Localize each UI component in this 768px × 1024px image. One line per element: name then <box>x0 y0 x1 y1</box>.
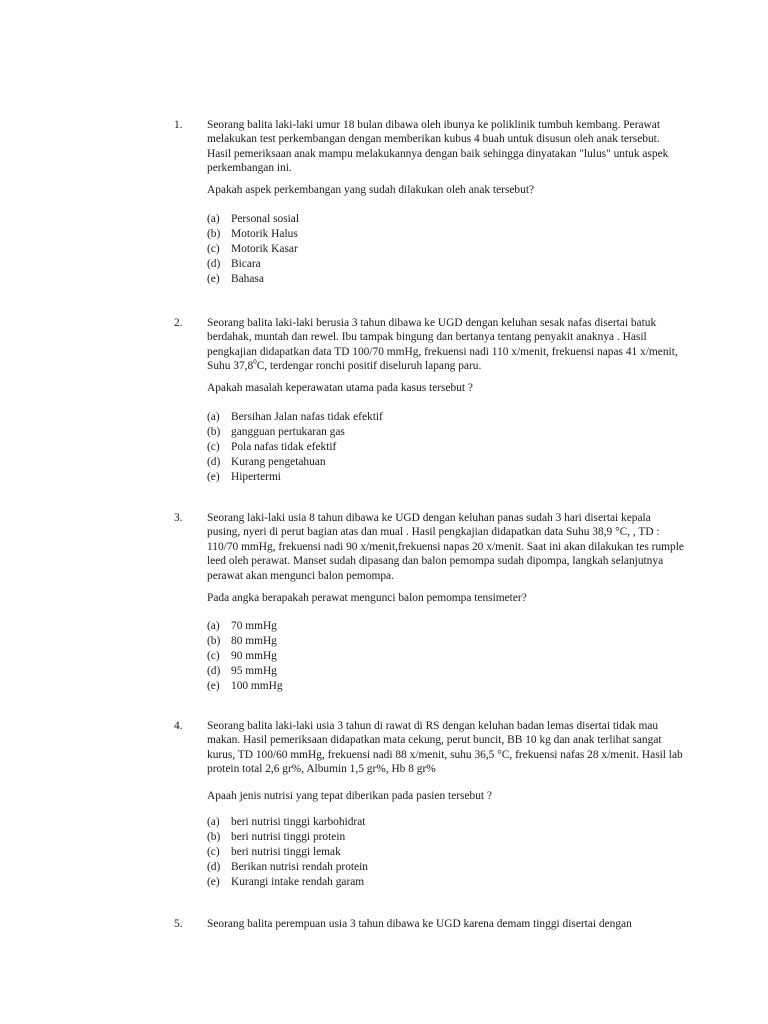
option-a[interactable] <box>207 410 383 425</box>
option-e[interactable] <box>207 679 283 694</box>
question-number: 2. <box>174 317 183 329</box>
option-label: (c) <box>207 242 220 255</box>
option-a[interactable] <box>207 212 299 227</box>
option-text: Kurang pengetahuan <box>231 455 326 468</box>
option-b[interactable] <box>207 634 283 649</box>
stem-text: Seorang balita laki-laki berusia 3 tahun dibawa ke UGD dengan keluhan sesak nafas disertai batuk berdahak, muntah dan rewel. Ibu tampak bingung dan bertanya tentang penyakit anaknya . Hasil pengkajian didapatkan data TD 100/70 mmHg, frekuensi nadi 110 x/menit, frekuensi napas 41 x/menit, Suhu 37,8 <box>207 317 678 373</box>
option-label: (e) <box>207 470 220 483</box>
option-text: Motorik Halus <box>231 227 298 240</box>
option-label: (c) <box>207 845 220 858</box>
option-c[interactable] <box>207 649 283 664</box>
option-text: 90 mmHg <box>231 649 277 662</box>
question-number: 4. <box>174 720 183 732</box>
option-label: (c) <box>207 440 220 453</box>
option-b[interactable] <box>207 227 299 242</box>
option-text: Kurangi intake rendah garam <box>231 875 365 888</box>
superscript-degree: 0 <box>253 358 257 367</box>
option-label: (a) <box>207 213 220 225</box>
option-e[interactable] <box>207 272 299 287</box>
question-stem: Seorang laki-laki usia 8 tahun dibawa ke UGD dengan keluhan panas sudah 3 hari disertai kepala pusing, nyeri di perut bagian atas dan mual . Hasil pengkajian didapatkan data Suhu 38,9 °C, , TD : 110/70 mmHg, frekuensi nadi 90 x/menit,frekuensi napas 20 x/menit. Saat ini akan dilakukan tes rumple leed oleh perawat. Manset sudah dipasang dan balon pemompa sudah dipompa, langkah selanjutnya perawat akan mengunci balon pemompa. <box>207 512 684 582</box>
option-b[interactable] <box>207 425 383 440</box>
option-label: (d) <box>207 257 221 270</box>
option-label: (b) <box>207 634 221 647</box>
option-text: gangguan pertukaran gas <box>231 425 345 438</box>
answer-options <box>207 212 299 286</box>
option-label: (b) <box>207 425 221 438</box>
option-text: Hipertermi <box>231 470 281 483</box>
option-e[interactable] <box>207 875 368 890</box>
answer-options <box>207 815 368 889</box>
question-prompt: Apakah aspek perkembangan yang sudah dilakukan oleh anak tersebut? <box>207 184 535 196</box>
stem-text-cont: C, terdengar ronchi positif diseluruh lapang paru. <box>256 360 482 373</box>
option-b[interactable] <box>207 830 368 845</box>
question-stem: Seorang balita perempuan usia 3 tahun dibawa ke UGD karena demam tinggi disertai dengan <box>207 918 632 930</box>
option-text: beri nutrisi tinggi protein <box>231 830 346 843</box>
option-text: Berikan nutrisi rendah protein <box>231 860 368 873</box>
option-label: (b) <box>207 830 221 843</box>
option-text: 95 mmHg <box>231 664 277 677</box>
answer-options <box>207 410 383 484</box>
option-d[interactable] <box>207 664 283 679</box>
option-c[interactable] <box>207 440 383 455</box>
option-text: Bahasa <box>231 272 264 285</box>
question-prompt: Apakah masalah keperawatan utama pada kasus tersebut ? <box>207 382 473 394</box>
option-d[interactable] <box>207 860 368 875</box>
option-text: 100 mmHg <box>231 679 283 692</box>
question-stem: Seorang balita laki-laki umur 18 bulan dibawa oleh ibunya ke poliklinik tumbuh kembang. Perawat melakukan test perkembangan dengan memberikan kubus 4 buah untuk disusun oleh anak tersebut. Hasil pemeriksaan anak mampu melakukannya dengan baik sehingga dinyatakan "lulus" untuk aspek perkembangan ini. <box>207 119 669 175</box>
option-label: (e) <box>207 679 220 692</box>
option-label: (e) <box>207 875 220 888</box>
option-label: (c) <box>207 649 220 662</box>
option-label: (e) <box>207 272 220 285</box>
option-c[interactable] <box>207 845 368 860</box>
option-e[interactable] <box>207 470 383 485</box>
option-c[interactable] <box>207 242 299 257</box>
option-text: Bicara <box>231 257 261 270</box>
option-text: 70 mmHg <box>231 620 277 632</box>
option-d[interactable] <box>207 455 383 470</box>
option-text: Bersihan Jalan nafas tidak efektif <box>231 411 383 423</box>
option-label: (d) <box>207 455 221 468</box>
option-text: beri nutrisi tinggi lemak <box>231 845 341 858</box>
option-d[interactable] <box>207 257 299 272</box>
question-number: 5. <box>174 918 183 930</box>
question-number: 3. <box>174 512 183 524</box>
question-number: 1. <box>174 119 183 131</box>
question-prompt: Pada angka berapakah perawat mengunci balon pemompa tensimeter? <box>207 592 527 604</box>
question-stem <box>207 316 685 374</box>
option-text: Personal sosial <box>231 213 300 225</box>
option-label: (a) <box>207 411 220 423</box>
option-text: 80 mmHg <box>231 634 277 647</box>
option-label: (d) <box>207 860 221 873</box>
option-text: beri nutrisi tinggi karbohidrat <box>231 816 366 828</box>
option-text: Pola nafas tidak efektif <box>231 440 337 453</box>
answer-options <box>207 619 283 693</box>
option-label: (a) <box>207 620 220 632</box>
option-label: (d) <box>207 664 221 677</box>
option-label: (a) <box>207 816 220 828</box>
option-text: Motorik Kasar <box>231 242 298 255</box>
option-label: (b) <box>207 227 221 240</box>
option-a[interactable] <box>207 815 368 830</box>
option-a[interactable] <box>207 619 283 634</box>
question-stem: Seorang balita laki-laki usia 3 tahun di rawat di RS dengan keluhan badan lemas disertai tidak mau makan. Hasil pemeriksaan didapatkan mata cekung, perut buncit, BB 10 kg dan anak terlihat sangat kurus, TD 100/60 mmHg, frekuensi nadi 88 x/menit, suhu 36,5 °C, frekuensi nafas 28 x/menit. Hasil lab protein total 2,6 gr%, Albumin 1,5 gr%, Hb 8 gr% <box>207 720 683 776</box>
question-prompt: Apaah jenis nutrisi yang tepat diberikan pada pasien tersebut ? <box>207 790 492 802</box>
